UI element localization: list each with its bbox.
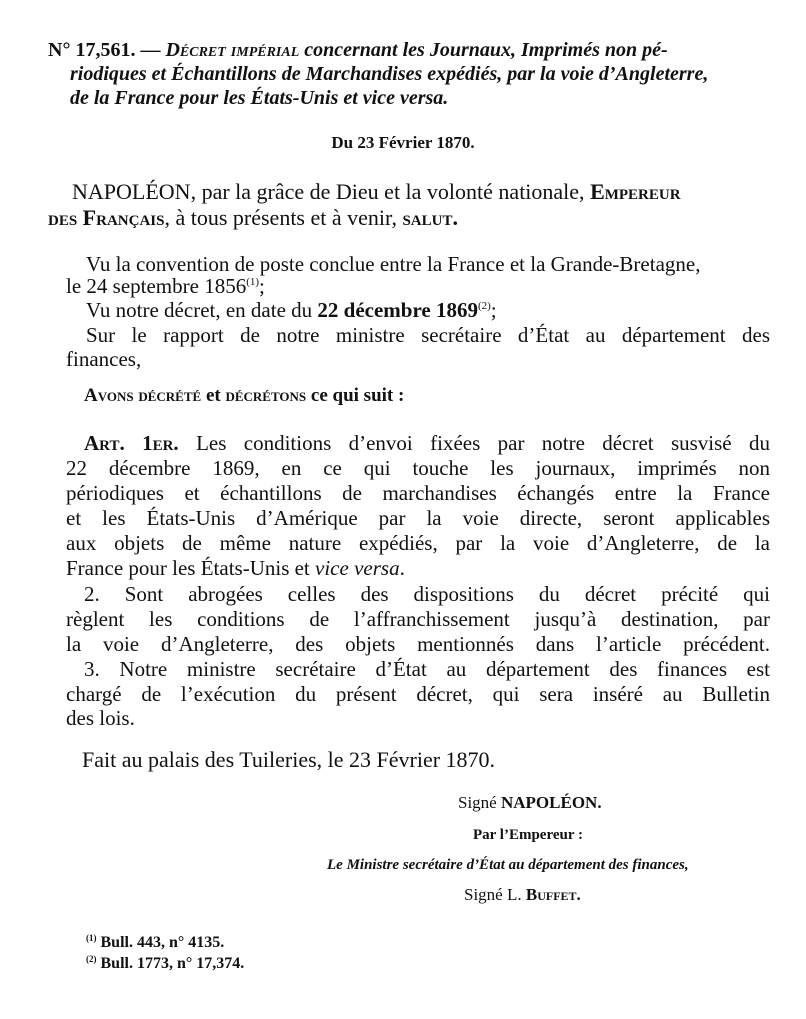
consideration-2-text: Vu notre décret, en date du [86,298,313,322]
signe-label: Signé [458,793,497,812]
formula-part-2: décrétons [225,385,307,406]
punct: ; [490,298,497,322]
convention-date: le 24 septembre 1856 [66,274,247,298]
article-1-line-2: 22 décembre 1869, en ce qui touche les journaux, imprimés non [66,456,770,480]
article-1-text: Les conditions d’envoi fixées par notre décret susvisé du [196,431,770,455]
des-francais: des Français [48,205,165,230]
emperor-title: Empereur [590,179,681,204]
preamble-line-2 [48,206,458,230]
article-1-line-6 [66,556,405,580]
consideration-1-line-2 [66,274,265,298]
closing-statement: Fait au palais des Tuileries, le 23 Février 1870. [82,747,496,772]
minister-title: Le Ministre secrétaire d’État au département des finances, [327,857,689,873]
consideration-1-line-1: Vu la convention de poste conclue entre la France et la Grande-Bretagne, [86,252,701,276]
article-1-line-4: et les États-Unis d’Amérique par la voie directe, seront applicables [66,506,770,530]
decree-formula [84,384,404,408]
decree-number: N° 17,561. — [48,39,161,61]
article-2-line-1: 2. Sont abrogées celles des dispositions du décret précité qui [84,582,770,606]
signe-label-2: Signé L. [464,885,522,904]
decree-date: Du 23 Février 1870. [331,133,475,152]
article-3-line-3: des lois. [66,706,135,730]
article-3-line-1: 3. Notre ministre secrétaire d’État au département des finances est [84,657,770,681]
article-2-line-2: règlent les conditions de l’affranchissement jusqu’à destination, par [66,607,770,631]
minister-signature-name: Buffet. [525,885,581,904]
consideration-3-line-1: Sur le rapport de notre ministre secrétaire d’État au département des [86,323,770,347]
article-1-label: Art. 1er. [84,431,179,455]
signature-minister [464,883,581,907]
consideration-2 [86,298,497,322]
formula-end: ce qui suit : [310,385,405,406]
emperor-signature-name: NAPOLÉON. [500,793,602,812]
article-3-line-2: chargé de l’exécution du présent décret, qui sera inséré au Bulletin [66,682,770,706]
preamble-line-1 [72,180,681,204]
header-line-3: de la France pour les États-Unis et vice versa. [70,87,449,109]
footnote-ref-1[interactable]: (1) [246,276,260,288]
header-line-2: riodiques et Échantillons de Marchandises expédiés, par la voie d’Angleterre, [70,63,709,85]
header-line-1 [48,38,770,62]
preamble-text-2: , à tous présents et à venir, [164,205,397,230]
article-1-line-3: périodiques et échantillons de marchandises échangés entre la France [66,481,770,505]
footnote-text-2: Bull. 1773, n° 17,374. [100,955,245,972]
footnote-ref-2[interactable]: (2) [477,300,491,312]
signature-emperor [458,791,602,815]
punct: ; [259,274,265,298]
decree-ref-date: 22 décembre 1869 [317,298,478,322]
formula-and: et [205,385,221,406]
consideration-3-line-2: finances, [66,347,142,371]
punct: . [399,556,405,580]
footnote-text-1: Bull. 443, n° 4135. [100,934,225,951]
formula-part-1: Avons décrété [84,385,202,406]
vice-versa: vice versa [315,556,400,580]
footnote-mark-2: (2) [86,954,97,964]
salut: salut. [402,205,458,230]
emperor-name: NAPOLÉON [72,179,191,204]
article-2-line-3: la voie d’Angleterre, des objets mentionnés dans l’article précédent. [66,632,770,656]
article-1-line-1 [66,431,770,455]
decree-title-part1: concernant les Journaux, Imprimés non pé- [304,39,668,61]
footnote-mark-1: (1) [86,933,97,943]
decree-type: Décret impérial [165,39,300,61]
footnote-2 [86,952,244,976]
article-1-line-5: aux objets de même nature expédiés, par la voie d’Angleterre, de la [66,531,770,555]
by-emperor: Par l’Empereur : [473,827,583,843]
preamble-text: , par la grâce de Dieu et la volonté nationale, [190,179,585,204]
article-1-text-end: France pour les États-Unis et [66,556,310,580]
